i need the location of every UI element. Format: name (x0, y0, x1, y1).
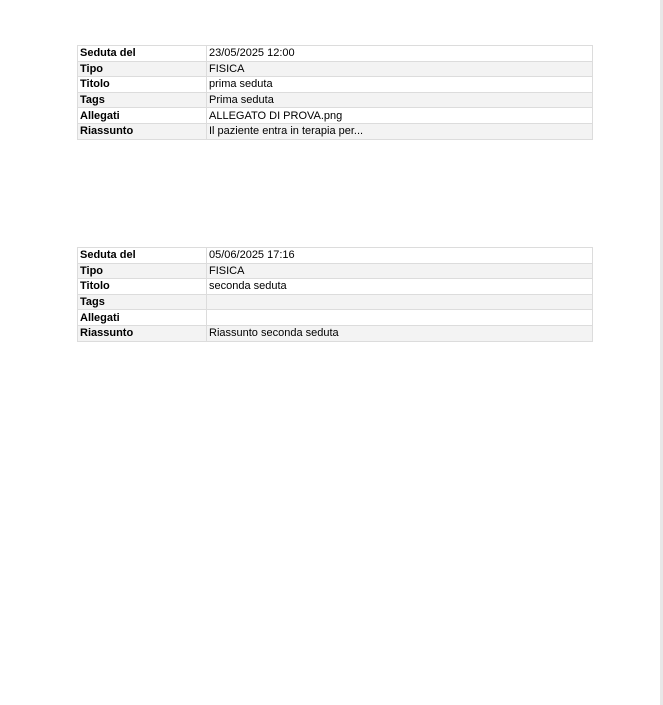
field-label: Titolo (78, 77, 207, 93)
row-seduta-del (78, 248, 593, 264)
field-label: Tags (78, 92, 207, 108)
field-label: Tipo (78, 263, 207, 279)
field-value: Il paziente entra in terapia per... (207, 123, 593, 139)
field-label: Riassunto (78, 325, 207, 341)
field-label: Titolo (78, 279, 207, 295)
field-value: prima seduta (207, 77, 593, 93)
field-label: Allegati (78, 108, 207, 124)
row-seduta-del (78, 46, 593, 62)
field-value: Prima seduta (207, 92, 593, 108)
field-label: Seduta del (78, 46, 207, 62)
row-titolo (78, 77, 593, 93)
field-label: Allegati (78, 310, 207, 326)
session-table (77, 247, 593, 342)
row-tags (78, 294, 593, 310)
field-label: Riassunto (78, 123, 207, 139)
field-value: seconda seduta (207, 279, 593, 295)
field-label: Seduta del (78, 248, 207, 264)
row-titolo (78, 279, 593, 295)
field-value (207, 294, 593, 310)
field-label: Tipo (78, 61, 207, 77)
field-label: Tags (78, 294, 207, 310)
field-value (207, 310, 593, 326)
field-value: FISICA (207, 263, 593, 279)
row-tipo (78, 263, 593, 279)
field-value: 05/06/2025 17:16 (207, 248, 593, 264)
field-value: 23/05/2025 12:00 (207, 46, 593, 62)
row-riassunto (78, 123, 593, 139)
row-allegati (78, 108, 593, 124)
field-value: ALLEGATO DI PROVA.png (207, 108, 593, 124)
row-tags (78, 92, 593, 108)
row-tipo (78, 61, 593, 77)
row-riassunto (78, 325, 593, 341)
field-value: Riassunto seconda seduta (207, 325, 593, 341)
session-table (77, 45, 593, 140)
field-value: FISICA (207, 61, 593, 77)
row-allegati (78, 310, 593, 326)
